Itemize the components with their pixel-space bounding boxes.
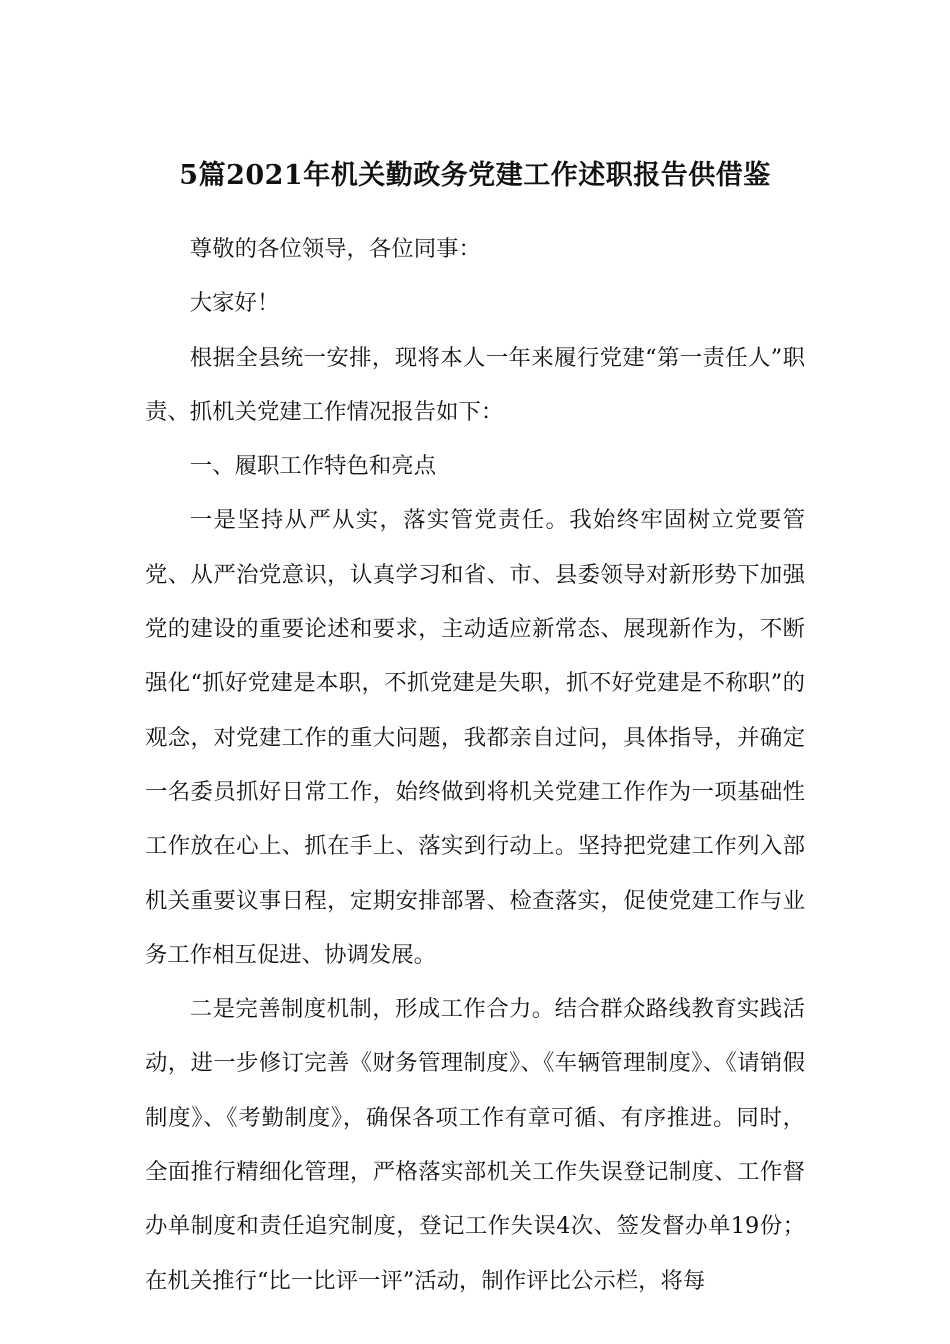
document-title: 5篇2021年机关勤政务党建工作述职报告供借鉴	[179, 160, 771, 191]
salutation-paragraph: 尊敬的各位领导，各位同事：	[189, 236, 481, 262]
section-heading: 一、履职工作特色和亮点	[189, 453, 437, 480]
document-body	[145, 222, 805, 1308]
greeting-paragraph: 大家好！	[189, 290, 280, 317]
intro-paragraph: 根据全县统一安排，现将本人一年来履行党建“第一责任人”职责、抓机关党建工作情况报告如下：	[145, 344, 805, 425]
body-paragraph: 二是完善制度机制，形成工作合力。结合群众路线教育实践活动，进一步修订完善《财务管理制度》、《车辆管理制度》、《请销假制度》、《考勤制度》，确保各项工作有章可循、有序推进。同时，全面推行精细化管理，严格落实部机关工作失误登记制度、工作督办单制度和责任追究制度，登记工作失误4次、签发督办单19份；在机关推行“比一比评一评”活动，制作评比公示栏，将每	[145, 996, 805, 1294]
body-paragraph: 一是坚持从严从实，落实管党责任。我始终牢固树立党要管党、从严治党意识，认真学习和省、市、县委领导对新形势下加强党的建设的重要论述和要求，主动适应新常态、展现新作为，不断强化“抓好党建是本职，不抓党建是失职，抓不好党建是不称职”的观念，对党建工作的重大问题，我都亲自过问，具体指导，并确定一名委员抓好日常工作，始终做到将机关党建工作作为一项基础性工作放在心上、抓在手上、落实到行动上。坚持把党建工作列入部机关重要议事日程，定期安排部署、检查落实，促使党建工作与业务工作相互促进、协调发展。	[145, 507, 805, 968]
